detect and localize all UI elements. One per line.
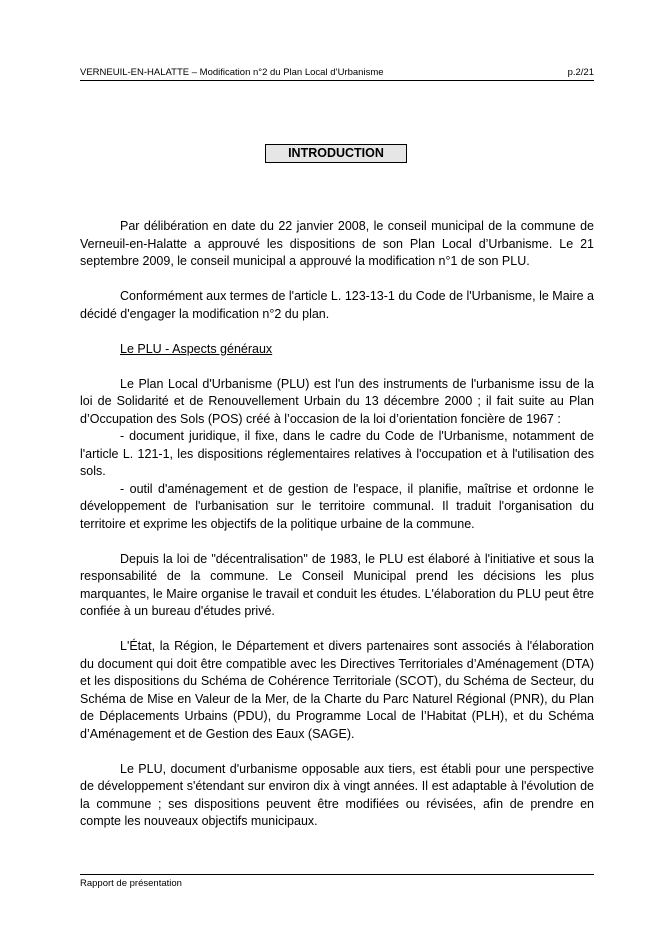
paragraph-partners: L'État, la Région, le Département et divers partenaires sont associés à l'élaboration du document qui doit être compatible avec les Directives Territoriales d’Aménagement (DTA) et les dispositions du Schéma de Cohérence Territoriale (SCOT), du Schéma de Secteur, du Schéma de Mise en Valeur de la Mer, de la Charte du Parc Naturel Régional (PNR), du Plan de Déplacements Urbains (PDU), du Programme Local de l’Habitat (PLH), et du Schéma d’Aménagement et de Gestion des Eaux (SAGE). — [80, 639, 594, 741]
subheading-aspects: Le PLU - Aspects généraux — [120, 341, 273, 356]
paragraph-intro: Par délibération en date du 22 janvier 2008, le conseil municipal de la commune de Verneuil-en-Halatte a approuvé les dispositions de son Plan Local d’Urbanisme. Le 21 septembre 2009, le conseil municipal a approuvé la modification n°1 de son PLU. — [80, 219, 594, 268]
paragraph-decentralisation: Depuis la loi de "décentralisation" de 1983, le PLU est élaboré à l'initiative et sous la responsabilité de la commune. Le Conseil Municipal prend les décisions les plus marquantes, le Maire organise le travail et conduit les études. L'élaboration du PLU peut être confiée à un bureau d'études privé. — [80, 551, 594, 618]
paragraph-opposability: Le PLU, document d'urbanisme opposable aux tiers, est établi pour une perspective de développement s'étendant sur environ dix à vingt années. Il est adaptable à l'évolution de la commune ; ses dispositions peuvent être modifiées ou révisées, afin de prendre en compte les nouveaux objectifs municipaux. — [80, 761, 594, 828]
document-body — [80, 218, 594, 848]
page-header — [80, 66, 594, 81]
section-title: INTRODUCTION — [265, 144, 407, 163]
page-footer: Rapport de présentation — [80, 874, 594, 889]
header-document-title: VERNEUIL-EN-HALATTE – Modification n°2 du Plan Local d’Urbanisme — [80, 67, 384, 78]
list-item-planning-tool: - outil d'aménagement et de gestion de l'espace, il planifie, maîtrise et ordonne le développement de l'urbanisation sur le territoire communal. Il traduit l'organisation du territoire et exprime les objectifs de la politique urbaine de la commune. — [80, 481, 594, 531]
header-page-number: p.2/21 — [567, 67, 594, 78]
paragraph-plu-definition: Le Plan Local d'Urbanisme (PLU) est l'un des instruments de l'urbanisme issu de la loi de Solidarité et de Renouvellement Urbain du 13 décembre 2000 ; il fait suite au Plan d’Occupation des Sols (POS) créé à l’occasion de la loi d’orientation foncière de 1967 : — [80, 376, 594, 426]
list-item-legal-document: - document juridique, il fixe, dans le cadre du Code de l'Urbanisme, notamment de l'article L. 121-1, les dispositions réglementaires relatives à l'occupation et à l'utilisation des sols. — [80, 429, 594, 478]
paragraph-modification: Conformément aux termes de l'article L. 123-13-1 du Code de l'Urbanisme, le Maire a décidé d'engager la modification n°2 du plan. — [80, 289, 594, 321]
